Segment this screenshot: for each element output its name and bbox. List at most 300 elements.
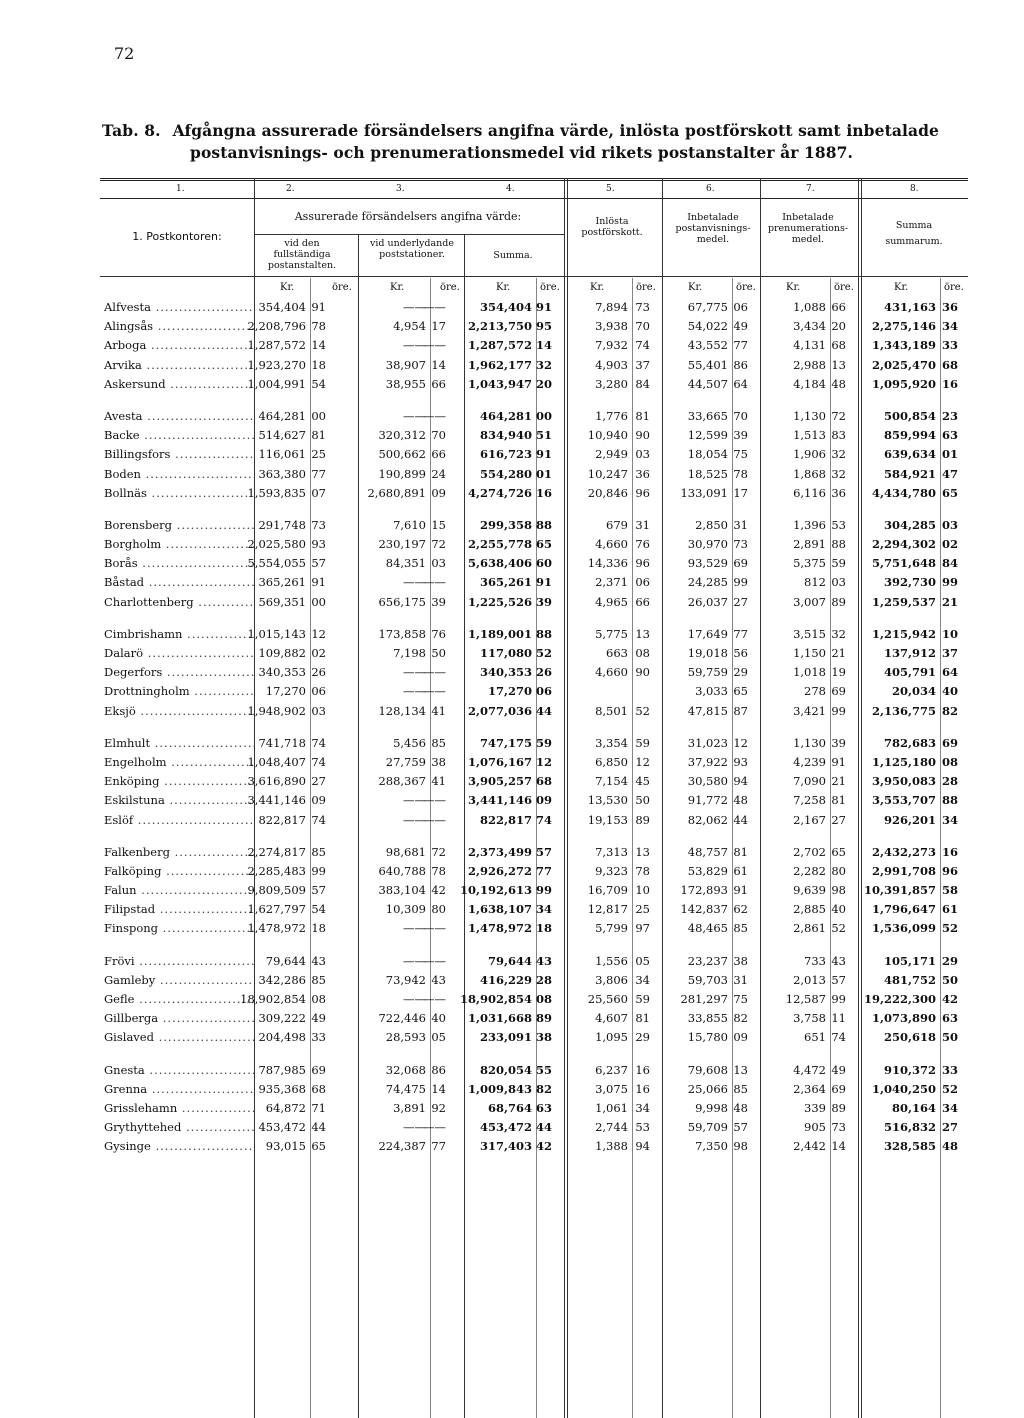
value-cell: 3,033	[695, 684, 728, 699]
header-bottom-rule	[100, 276, 968, 277]
value-cell: 7,350	[695, 1139, 728, 1154]
table-row	[100, 772, 968, 791]
post-office-name: Alfvesta .....	[104, 298, 254, 317]
dash-cell: ——	[403, 921, 426, 936]
value-cell: 2,680,891	[367, 485, 426, 500]
post-office-name: Elmhult .....	[104, 734, 254, 753]
value-cell: 27	[311, 774, 326, 789]
value-cell: 09	[311, 793, 326, 808]
table-row	[100, 573, 968, 592]
value-cell: 137,912	[883, 646, 936, 660]
value-cell: 79,608	[687, 1062, 728, 1077]
value-cell: 14	[431, 357, 446, 372]
table-row	[100, 1080, 968, 1099]
value-cell: 31	[635, 517, 650, 532]
post-office-name: Alingsås .....	[104, 317, 254, 336]
table-row	[100, 356, 968, 375]
table-row	[100, 1137, 968, 1156]
value-cell: 1,513	[793, 428, 826, 443]
post-office-name: Falkenberg .....	[104, 843, 254, 862]
value-cell: 81	[733, 844, 748, 859]
value-cell: 36	[635, 466, 650, 481]
assured-group-header: Assurerade försändelsers angifna värde:	[294, 210, 522, 223]
value-cell: 43	[535, 953, 552, 968]
value-cell: 47	[941, 466, 958, 481]
value-cell: 68	[941, 357, 958, 372]
value-cell: 39	[535, 594, 552, 609]
value-cell: 20,034	[891, 684, 936, 699]
value-cell: 639,634	[883, 447, 936, 462]
value-cell: 14	[831, 1139, 846, 1154]
value-cell: 4,239	[793, 754, 826, 769]
value-cell: 822,817	[479, 812, 532, 827]
unit-label: öre.	[332, 282, 352, 293]
value-cell: 66	[431, 376, 446, 391]
value-cell: 00	[535, 408, 552, 423]
value-cell: 2,926,272	[467, 863, 532, 878]
value-cell: 1,004,991	[247, 376, 306, 391]
value-cell: 2,442	[793, 1139, 826, 1154]
unit-label: öre.	[636, 282, 656, 293]
value-cell: 822,817	[258, 812, 306, 827]
value-cell: 1,040,250	[871, 1081, 936, 1096]
value-cell: 70	[733, 408, 748, 423]
col8-header-b: summarum.	[885, 236, 943, 247]
post-office-name: Engelholm .....	[104, 753, 254, 772]
value-cell: 66	[831, 300, 846, 314]
value-cell: 77	[733, 626, 748, 641]
value-cell: 40	[431, 1011, 446, 1026]
post-office-name: Arvika .....	[104, 356, 254, 375]
value-cell: 1,906	[793, 447, 826, 462]
value-cell: 29	[635, 1030, 650, 1045]
value-cell: 93,529	[687, 556, 728, 571]
value-cell: 85	[733, 1081, 748, 1096]
value-cell: 92	[431, 1100, 446, 1115]
table-row	[100, 971, 968, 990]
value-cell: 117,080	[479, 646, 532, 660]
value-cell: 08	[311, 992, 326, 1006]
value-cell: 787,985	[258, 1062, 306, 1077]
value-cell: 91	[535, 447, 552, 462]
value-cell: 10	[635, 883, 650, 898]
value-cell: 7,610	[393, 517, 426, 532]
value-cell: 288,367	[378, 774, 426, 789]
value-cell: 10,247	[587, 466, 628, 481]
value-cell: 9,323	[595, 863, 628, 878]
col8-header-a: Summa	[895, 220, 933, 231]
value-cell: 89	[831, 594, 846, 609]
unit-label: Kr.	[496, 282, 511, 293]
row-group	[100, 298, 968, 394]
table-row	[100, 811, 968, 830]
value-cell: 38,955	[385, 376, 426, 391]
value-cell: 69	[311, 1062, 326, 1077]
value-cell: 54	[311, 376, 326, 391]
row-group	[100, 625, 968, 721]
column-number: 3.	[396, 184, 405, 194]
value-cell: 12	[635, 754, 650, 769]
value-cell: 13	[733, 1062, 748, 1077]
value-cell: 89	[635, 812, 650, 827]
value-cell: 1,556	[595, 953, 628, 968]
table-row	[100, 625, 968, 644]
value-cell: 3,007	[793, 594, 826, 609]
table-row	[100, 990, 968, 1009]
dash-cell: ——	[423, 338, 446, 353]
value-cell: 7,258	[793, 793, 826, 808]
value-cell: 9,809,509	[247, 883, 306, 898]
value-cell: 59	[635, 735, 650, 750]
value-cell: 2,949	[595, 447, 628, 462]
value-cell: 82	[535, 1081, 552, 1096]
value-cell: 1,189,001	[467, 626, 532, 641]
value-cell: 25,560	[587, 992, 628, 1006]
value-cell: 105,171	[883, 953, 936, 968]
value-cell: 77	[311, 466, 326, 481]
value-cell: 99	[535, 883, 552, 898]
post-office-name: Finspong .....	[104, 919, 254, 938]
table-row	[100, 919, 968, 938]
table-row	[100, 881, 968, 900]
value-cell: 2,136,775	[871, 703, 936, 718]
value-cell: 42	[431, 883, 446, 898]
post-office-name: Gefle .....	[104, 990, 254, 1009]
value-cell: 95	[535, 319, 552, 334]
value-cell: 91	[831, 754, 846, 769]
value-cell: 5,751,648	[871, 556, 936, 571]
value-cell: 67,775	[687, 300, 728, 314]
table-label: Tab. 8.	[102, 121, 161, 140]
column-number-row	[100, 184, 968, 198]
dash-cell: ——	[403, 575, 426, 590]
unit-label: Kr.	[688, 282, 703, 293]
value-cell: 14	[535, 338, 552, 353]
value-cell: 133,091	[680, 485, 728, 500]
value-cell: 28,593	[385, 1030, 426, 1045]
column-number: 7.	[806, 184, 815, 194]
table-row	[100, 663, 968, 682]
value-cell: 328,585	[883, 1139, 936, 1154]
value-cell: 233,091	[479, 1030, 532, 1045]
value-cell: 17	[431, 319, 446, 334]
value-cell: 21	[831, 646, 846, 660]
value-cell: 3,434	[793, 319, 826, 334]
value-cell: 4,954	[393, 319, 426, 334]
table-row	[100, 734, 968, 753]
value-cell: 2,275,146	[871, 319, 936, 334]
value-cell: 18	[311, 357, 326, 372]
table-row	[100, 1118, 968, 1137]
value-cell: 3,354	[595, 735, 628, 750]
value-cell: 19,153	[587, 812, 628, 827]
value-cell: 88	[941, 793, 958, 808]
dash-cell: ——	[423, 408, 446, 423]
value-cell: 82	[941, 703, 958, 718]
value-cell: 68	[831, 338, 846, 353]
value-cell: 85	[733, 921, 748, 936]
value-cell: 24	[431, 466, 446, 481]
value-cell: 94	[733, 774, 748, 789]
value-cell: 2,988	[793, 357, 826, 372]
col7-header: Inbetalade prenumerations-medel.	[767, 212, 849, 245]
value-cell: 820,054	[479, 1062, 532, 1077]
value-cell: 392,730	[883, 575, 936, 590]
value-cell: 18,054	[687, 447, 728, 462]
value-cell: 43	[431, 972, 446, 987]
post-office-name: Borås .....	[104, 554, 254, 573]
value-cell: 37	[635, 357, 650, 372]
value-cell: 00	[311, 408, 326, 423]
value-cell: 1,536,099	[871, 921, 936, 936]
value-cell: 64	[733, 376, 748, 391]
value-cell: 72	[831, 408, 846, 423]
value-cell: 2,850	[695, 517, 728, 532]
dash-cell: ——	[403, 812, 426, 827]
col2-header: vid den fullständiga postanstalten.	[267, 238, 337, 271]
value-cell: 10,940	[587, 428, 628, 443]
table-row	[100, 465, 968, 484]
post-office-name: Borensberg .....	[104, 516, 254, 535]
post-office-name: Degerfors .....	[104, 663, 254, 682]
value-cell: 00	[311, 594, 326, 609]
value-cell: 59	[535, 735, 552, 750]
value-cell: 42	[941, 992, 958, 1006]
value-cell: 354,404	[258, 300, 306, 314]
post-office-name: Gysinge .....	[104, 1137, 254, 1156]
value-cell: 1,287,572	[247, 338, 306, 353]
table-row	[100, 1028, 968, 1047]
value-cell: 65	[733, 684, 748, 699]
value-cell: 42	[535, 1139, 552, 1154]
value-cell: 34	[535, 902, 552, 917]
value-cell: 340,353	[258, 665, 306, 680]
value-cell: 230,197	[378, 537, 426, 552]
post-office-name: Eslöf .....	[104, 811, 254, 830]
value-cell: 39	[831, 735, 846, 750]
value-cell: 1,009,843	[467, 1081, 532, 1096]
value-cell: 73	[831, 1120, 846, 1135]
value-cell: 7,894	[595, 300, 628, 314]
value-cell: 722,446	[378, 1011, 426, 1026]
post-office-name: Charlottenberg .....	[104, 593, 254, 612]
value-cell: 278	[804, 684, 826, 699]
dash-cell: ——	[423, 812, 446, 827]
value-cell: 1,095,920	[871, 376, 936, 391]
value-cell: 3,515	[793, 626, 826, 641]
value-cell: 53,829	[687, 863, 728, 878]
value-cell: 76	[635, 537, 650, 552]
column-number: 2.	[286, 184, 295, 194]
value-cell: 44,507	[687, 376, 728, 391]
table-body	[100, 298, 968, 1170]
value-cell: 500,662	[378, 447, 426, 462]
value-cell: 78	[311, 319, 326, 334]
value-cell: 569,351	[258, 594, 306, 609]
table-row	[100, 375, 968, 394]
value-cell: 3,806	[595, 972, 628, 987]
post-office-name: Gnesta .....	[104, 1061, 254, 1080]
value-cell: 06	[635, 575, 650, 590]
value-cell: 59,759	[687, 665, 728, 680]
value-cell: 63	[941, 1011, 958, 1026]
value-cell: 59	[635, 992, 650, 1006]
value-cell: 91,772	[687, 793, 728, 808]
value-cell: 733	[804, 953, 826, 968]
post-office-name: Falköping .....	[104, 862, 254, 881]
value-cell: 85	[311, 972, 326, 987]
value-cell: 19,018	[687, 646, 728, 660]
value-cell: 96	[635, 485, 650, 500]
dash-cell: ——	[403, 992, 426, 1006]
value-cell: 03	[311, 703, 326, 718]
value-cell: 640,788	[378, 863, 426, 878]
unit-label: öre.	[834, 282, 854, 293]
value-cell: 4,184	[793, 376, 826, 391]
value-cell: 4,131	[793, 338, 826, 353]
value-cell: 03	[941, 517, 958, 532]
value-cell: 1,776	[595, 408, 628, 423]
table-row	[100, 644, 968, 663]
value-cell: 17,649	[687, 626, 728, 641]
value-cell: 36	[941, 300, 958, 314]
value-cell: 25	[635, 902, 650, 917]
value-cell: 12	[311, 626, 326, 641]
value-cell: 500,854	[883, 408, 936, 423]
value-cell: 18	[535, 921, 552, 936]
value-cell: 2,013	[793, 972, 826, 987]
value-cell: 39	[431, 594, 446, 609]
value-cell: 7,154	[595, 774, 628, 789]
col6-header: Inbetalade postanvisnings-medel.	[675, 212, 751, 245]
value-cell: 51	[535, 428, 552, 443]
value-cell: 06	[733, 300, 748, 314]
value-cell: 7,313	[595, 844, 628, 859]
value-cell: 18,902,854	[459, 992, 532, 1006]
value-cell: 14	[311, 338, 326, 353]
value-cell: 1,923,270	[247, 357, 306, 372]
value-cell: 54	[311, 902, 326, 917]
table-row	[100, 900, 968, 919]
value-cell: 01	[941, 447, 958, 462]
value-cell: 23	[941, 408, 958, 423]
value-cell: 69	[831, 1081, 846, 1096]
table-row	[100, 593, 968, 612]
value-cell: 2,025,580	[247, 537, 306, 552]
value-cell: 34	[635, 1100, 650, 1115]
value-cell: 32	[831, 626, 846, 641]
value-cell: 88	[535, 517, 552, 532]
row-group	[100, 734, 968, 830]
value-cell: 1,150	[793, 646, 826, 660]
value-cell: 116,061	[258, 447, 306, 462]
value-cell: 44	[535, 703, 552, 718]
value-cell: 12	[733, 735, 748, 750]
value-cell: 44	[535, 1120, 552, 1135]
value-cell: 43	[831, 953, 846, 968]
value-cell: 34	[635, 972, 650, 987]
value-cell: 2,861	[793, 921, 826, 936]
value-cell: 08	[635, 646, 650, 660]
value-cell: 173,858	[378, 626, 426, 641]
post-office-name: Arboga .....	[104, 336, 254, 355]
value-cell: 2,025,470	[871, 357, 936, 372]
value-cell: 28	[535, 972, 552, 987]
value-cell: 06	[311, 684, 326, 699]
value-cell: 405,791	[883, 665, 936, 680]
dash-cell: ——	[403, 684, 426, 699]
value-cell: 1,095	[595, 1030, 628, 1045]
dash-cell: ——	[403, 408, 426, 423]
value-cell: 44	[311, 1120, 326, 1135]
value-cell: 05	[635, 953, 650, 968]
post-office-name: Eksjö .....	[104, 702, 254, 721]
value-cell: 77	[535, 863, 552, 878]
value-cell: 6,116	[793, 485, 826, 500]
value-cell: 4,607	[595, 1011, 628, 1026]
value-cell: 905	[804, 1120, 826, 1135]
value-cell: 70	[431, 428, 446, 443]
value-cell: 74,475	[385, 1081, 426, 1096]
value-cell: 84,351	[385, 556, 426, 571]
value-cell: 34	[941, 1100, 958, 1115]
value-cell: 52	[535, 646, 552, 660]
value-cell: 80	[831, 863, 846, 878]
value-cell: 53	[831, 517, 846, 532]
value-cell: 9,998	[695, 1100, 728, 1115]
value-cell: 317,403	[479, 1139, 532, 1154]
value-cell: 15	[431, 517, 446, 532]
row-group	[100, 407, 968, 503]
value-cell: 5,638,406	[467, 556, 532, 571]
value-cell: 03	[831, 575, 846, 590]
post-office-name: Backe .....	[104, 426, 254, 445]
value-cell: 17,270	[265, 684, 306, 699]
value-cell: 9,639	[793, 883, 826, 898]
value-cell: 3,891	[393, 1100, 426, 1115]
value-cell: 12	[535, 754, 552, 769]
value-cell: 94	[635, 1139, 650, 1154]
value-cell: 204,498	[258, 1030, 306, 1045]
value-cell: 74	[635, 338, 650, 353]
value-cell: 11	[831, 1011, 846, 1026]
value-cell: 66	[431, 447, 446, 462]
value-cell: 79,644	[487, 953, 532, 968]
value-cell: 365,261	[258, 575, 306, 590]
dash-cell: ——	[403, 793, 426, 808]
value-cell: 72	[431, 844, 446, 859]
units-row	[100, 282, 968, 296]
value-cell: 741,718	[258, 735, 306, 750]
value-cell: 4,965	[595, 594, 628, 609]
post-office-name: Drottningholm .....	[104, 682, 254, 701]
column-number: 1.	[176, 184, 185, 194]
value-cell: 1,796,647	[871, 902, 936, 917]
value-cell: 98	[831, 883, 846, 898]
group-header-rule	[254, 234, 564, 235]
value-cell: 2,255,778	[467, 537, 532, 552]
value-cell: 5,456	[393, 735, 426, 750]
value-cell: 21	[831, 774, 846, 789]
value-cell: 40	[831, 902, 846, 917]
value-cell: 43,552	[687, 338, 728, 353]
value-cell: 32	[831, 447, 846, 462]
value-cell: 7,932	[595, 338, 628, 353]
post-office-name: Frövi .....	[104, 952, 254, 971]
value-cell: 481,752	[883, 972, 936, 987]
dash-cell: ——	[403, 953, 426, 968]
value-cell: 31	[733, 972, 748, 987]
